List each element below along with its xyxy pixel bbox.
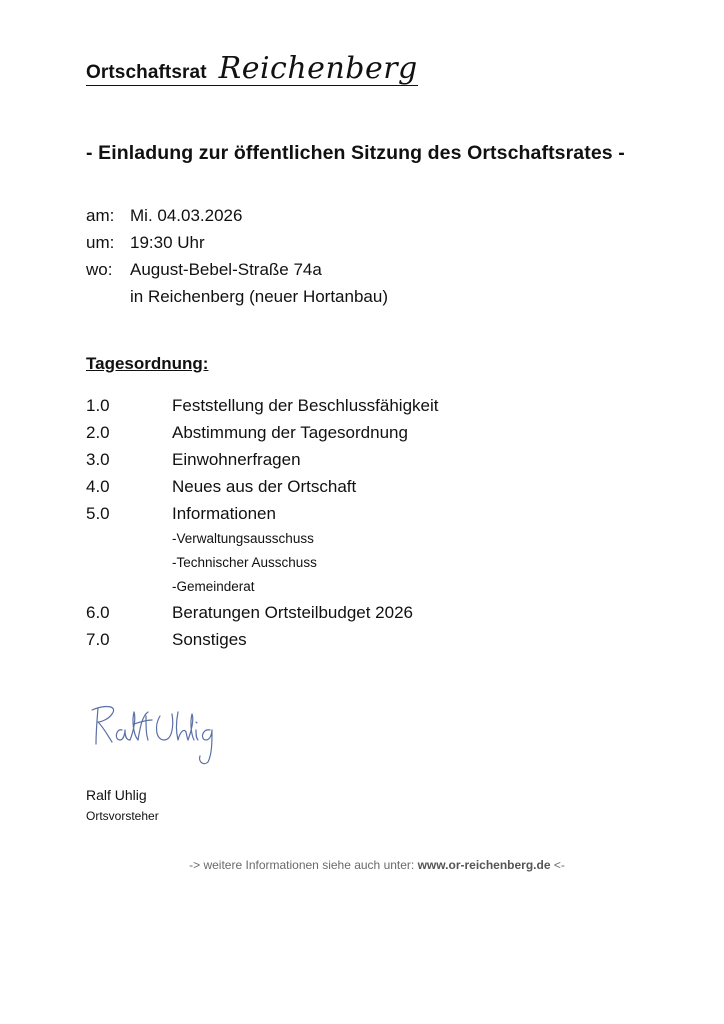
meeting-location-row-2	[86, 283, 388, 310]
place-name: Reichenberg	[218, 51, 418, 86]
website-link[interactable]: www.or-reichenberg.de	[417, 858, 551, 872]
agenda-subitem: -Gemeinderat	[172, 579, 255, 594]
council-name: Ortschaftsrat	[86, 62, 207, 83]
meeting-time-row	[86, 229, 388, 256]
location-label: wo:	[86, 260, 113, 279]
meeting-location-row	[86, 256, 388, 283]
agenda-item-text: Neues aus der Ortschaft	[172, 477, 357, 496]
document-header	[86, 51, 418, 86]
agenda-item-number: 5.0	[86, 504, 110, 523]
time-value: 19:30 Uhr	[130, 233, 205, 252]
agenda-item-number: 6.0	[86, 603, 110, 622]
agenda-item-number: 2.0	[86, 423, 110, 442]
agenda-item	[86, 392, 438, 419]
signer-name: Ralf Uhlig	[86, 787, 147, 803]
location-street: August-Bebel-Straße 74a	[130, 260, 322, 279]
agenda-item-text: Abstimmung der Tagesordnung	[172, 423, 408, 442]
agenda-title: Tagesordnung:	[86, 354, 209, 373]
agenda-item-number: 7.0	[86, 630, 110, 649]
agenda-item-number: 1.0	[86, 396, 110, 415]
agenda-item	[86, 419, 438, 446]
agenda-item-text: Beratungen Ortsteilbudget 2026	[172, 603, 414, 622]
agenda-item	[86, 446, 438, 473]
meeting-details	[86, 202, 388, 310]
agenda-item	[86, 626, 438, 653]
agenda-item-text: Informationen	[172, 504, 276, 523]
agenda-item-number: 3.0	[86, 450, 110, 469]
agenda-item	[86, 500, 438, 527]
agenda-subitem: -Verwaltungsausschuss	[172, 531, 314, 546]
agenda-item-text: Einwohnerfragen	[172, 450, 301, 469]
date-value: Mi. 04.03.2026	[130, 206, 243, 225]
meeting-date-row	[86, 202, 388, 229]
agenda-item-text: Feststellung der Beschlussfähigkeit	[172, 396, 439, 415]
agenda-item	[86, 473, 438, 500]
agenda-subitem: -Technischer Ausschuss	[172, 555, 317, 570]
invitation-title: - Einladung zur öffentlichen Sitzung des Ortschaftsrates -	[86, 142, 625, 164]
agenda-item-number: 4.0	[86, 477, 110, 496]
location-detail: in Reichenberg (neuer Hortanbau)	[130, 287, 388, 306]
handwritten-signature	[88, 700, 228, 770]
time-label: um:	[86, 233, 115, 252]
footer-prefix: -> weitere Informationen siehe auch unter:	[189, 858, 418, 872]
agenda-list	[86, 392, 438, 653]
agenda-item-text: Sonstiges	[172, 630, 247, 649]
date-label: am:	[86, 206, 115, 225]
signer-block	[86, 784, 159, 826]
footer-note	[0, 858, 724, 872]
footer-suffix: <-	[550, 858, 565, 872]
agenda-item	[86, 599, 438, 626]
signer-role: Ortsvorsteher	[86, 809, 159, 823]
